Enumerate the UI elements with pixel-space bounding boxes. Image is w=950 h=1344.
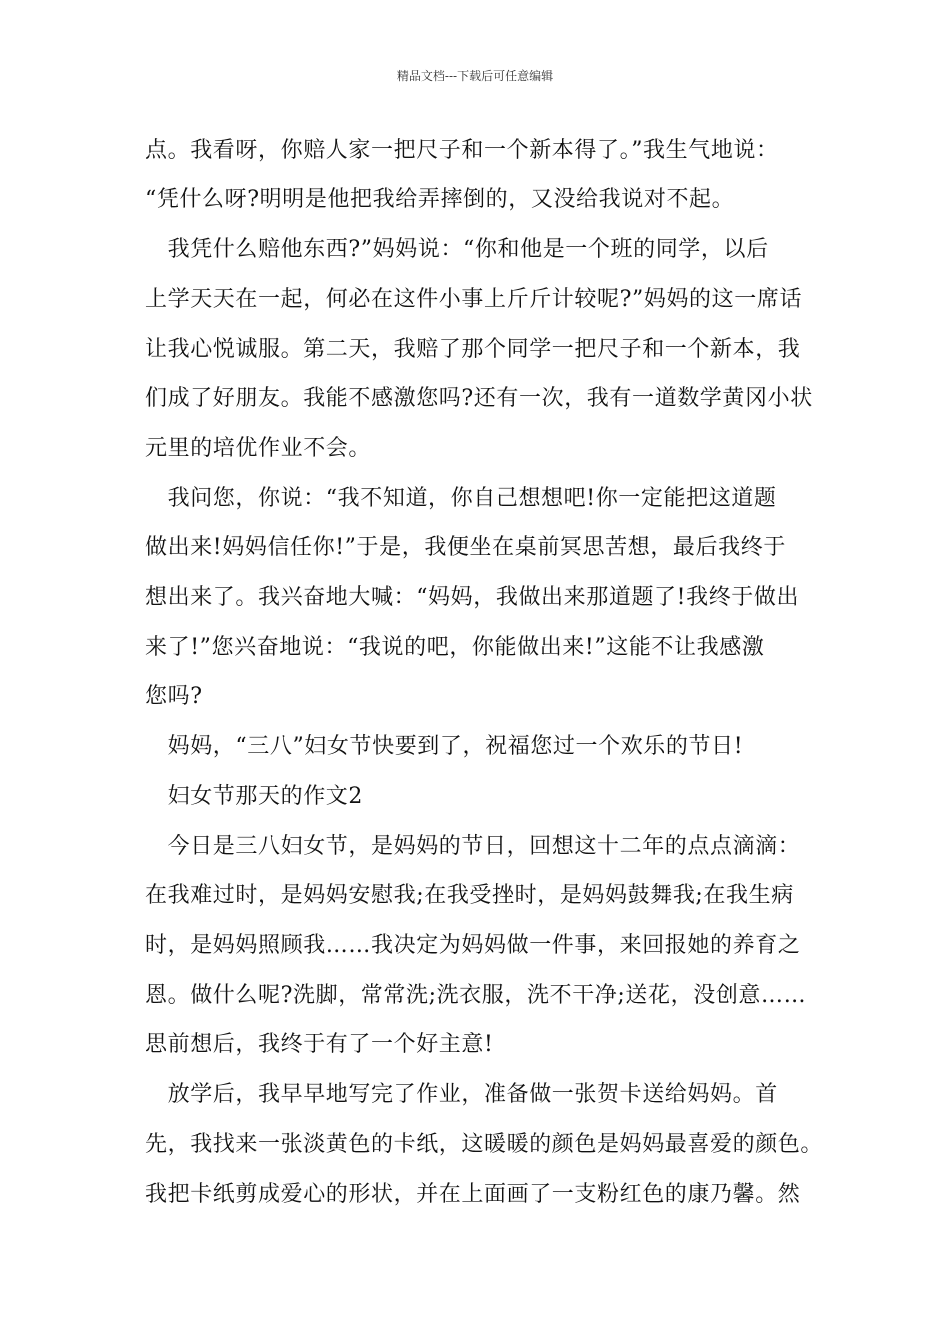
text-line: 在我难过时，是妈妈安慰我;在我受挫时，是妈妈鼓舞我;在我生病 [145,883,794,908]
text-line: 点。我看呀，你赔人家一把尺子和一个新本得了。”我生气地说： [145,138,779,163]
text-line: 我凭什么赔他东西?”妈妈说：“你和他是一个班的同学，以后 [145,237,769,262]
text-line: 思前想后，我终于有了一个好主意! [145,1032,494,1057]
text-line: 放学后，我早早地写完了作业，准备做一张贺卡送给妈妈。首 [145,1082,778,1107]
text-line: 让我心悦诚服。第二天，我赔了那个同学一把尺子和一个新本，我 [145,337,801,362]
text-line: 我问您，你说：“我不知道，你自己想想吧!你一定能把这道题 [145,486,777,511]
text-line: “凭什么呀?明明是他把我给弄摔倒的，又没给我说对不起。 [145,187,735,212]
text-line: 先，我找来一张淡黄色的卡纸，这暖暖的颜色是妈妈最喜爱的颜色。 [145,1132,824,1157]
text-line: 时，是妈妈照顾我……我决定为妈妈做一件事，来回报她的养育之 [145,933,801,958]
text-line: 做出来!妈妈信任你!”于是，我便坐在桌前冥思苦想，最后我终于 [145,535,786,560]
text-line: 来了!”您兴奋地说：“我说的吧，你能做出来!”这能不让我感激 [145,635,765,660]
text-line: 您吗? [145,684,203,709]
text-line: 妈妈，“三八”妇女节快要到了，祝福您过一个欢乐的节日! [145,734,744,759]
text-line: 想出来了。我兴奋地大喊：“妈妈，我做出来那道题了!我终于做出 [145,585,800,610]
text-line: 上学天天在一起，何必在这件小事上斤斤计较呢?”妈妈的这一席话 [145,287,803,312]
page-header: 精品文档---下载后可任意编辑 [396,69,554,83]
text-line: 恩。做什么呢?洗脚，常常洗;洗衣服，洗不干净;送花，没创意…… [145,983,807,1008]
section-heading: 妇女节那天的作文2 [145,784,363,809]
text-line: 我把卡纸剪成爱心的形状，并在上面画了一支粉红色的康乃馨。然 [145,1182,801,1207]
text-line: 们成了好朋友。我能不感激您吗?还有一次，我有一道数学黄冈小状 [145,386,813,411]
text-line: 元里的培优作业不会。 [145,436,372,461]
text-line: 今日是三八妇女节，是妈妈的节日，回想这十二年的点点滴滴： [145,834,801,859]
